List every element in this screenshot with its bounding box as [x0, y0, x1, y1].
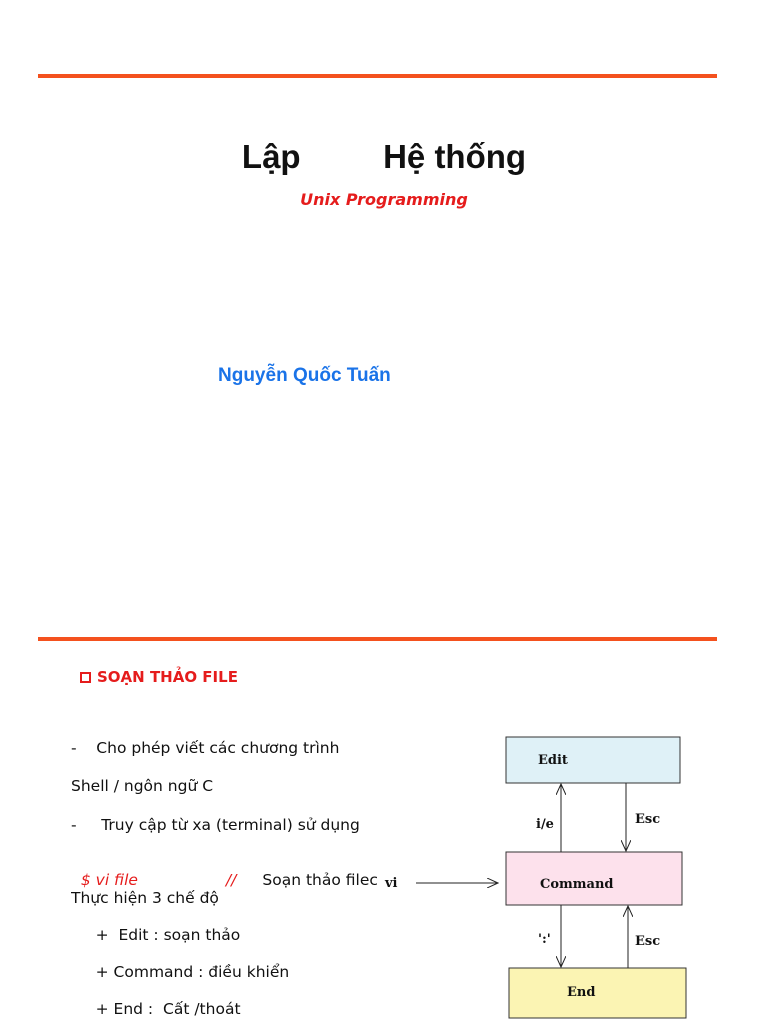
- command-text: $ vi file: [80, 871, 138, 889]
- end-label: End: [567, 985, 596, 1000]
- vi-label: vi: [385, 876, 398, 891]
- top-rule: [38, 74, 717, 78]
- body-line-6: + Command : điều khiển: [71, 963, 290, 981]
- page-title: Lập Hệ thống: [241, 138, 527, 175]
- end-box: [509, 968, 686, 1018]
- author-name: Nguyễn Quốc Tuấn: [218, 365, 391, 386]
- body-line-4: Thực hiện 3 chế độ: [71, 889, 219, 907]
- body-line-1: - Cho phép viết các chương trình: [71, 739, 340, 757]
- section-heading: [80, 668, 238, 686]
- edit-label: Edit: [538, 753, 568, 768]
- slide2-rule: [38, 637, 717, 641]
- command-description: Soạn thảo filec: [262, 871, 378, 889]
- checkbox-bullet-icon: [80, 672, 91, 683]
- vi-modes-diagram: [380, 730, 700, 1024]
- edit-box: [506, 737, 680, 783]
- esc-label-bottom: Esc: [635, 934, 661, 949]
- colon-label: ':': [538, 932, 551, 947]
- ie-label: i/e: [536, 817, 554, 832]
- command-separator: //: [225, 871, 237, 889]
- body-line-5: + Edit : soạn thảo: [71, 926, 241, 944]
- command-label: Command: [540, 877, 614, 892]
- esc-label-top: Esc: [635, 812, 661, 827]
- section-heading-text: SOẠN THẢO FILE: [97, 668, 238, 686]
- body-line-7: + End : Cất /thoát: [71, 1000, 241, 1018]
- body-line-2: Shell / ngôn ngữ C: [71, 777, 214, 795]
- page-subtitle: Unix Programming: [300, 190, 468, 209]
- command-line: [71, 853, 383, 889]
- body-line-3: - Truy cập từ xa (terminal) sử dụng: [71, 816, 360, 834]
